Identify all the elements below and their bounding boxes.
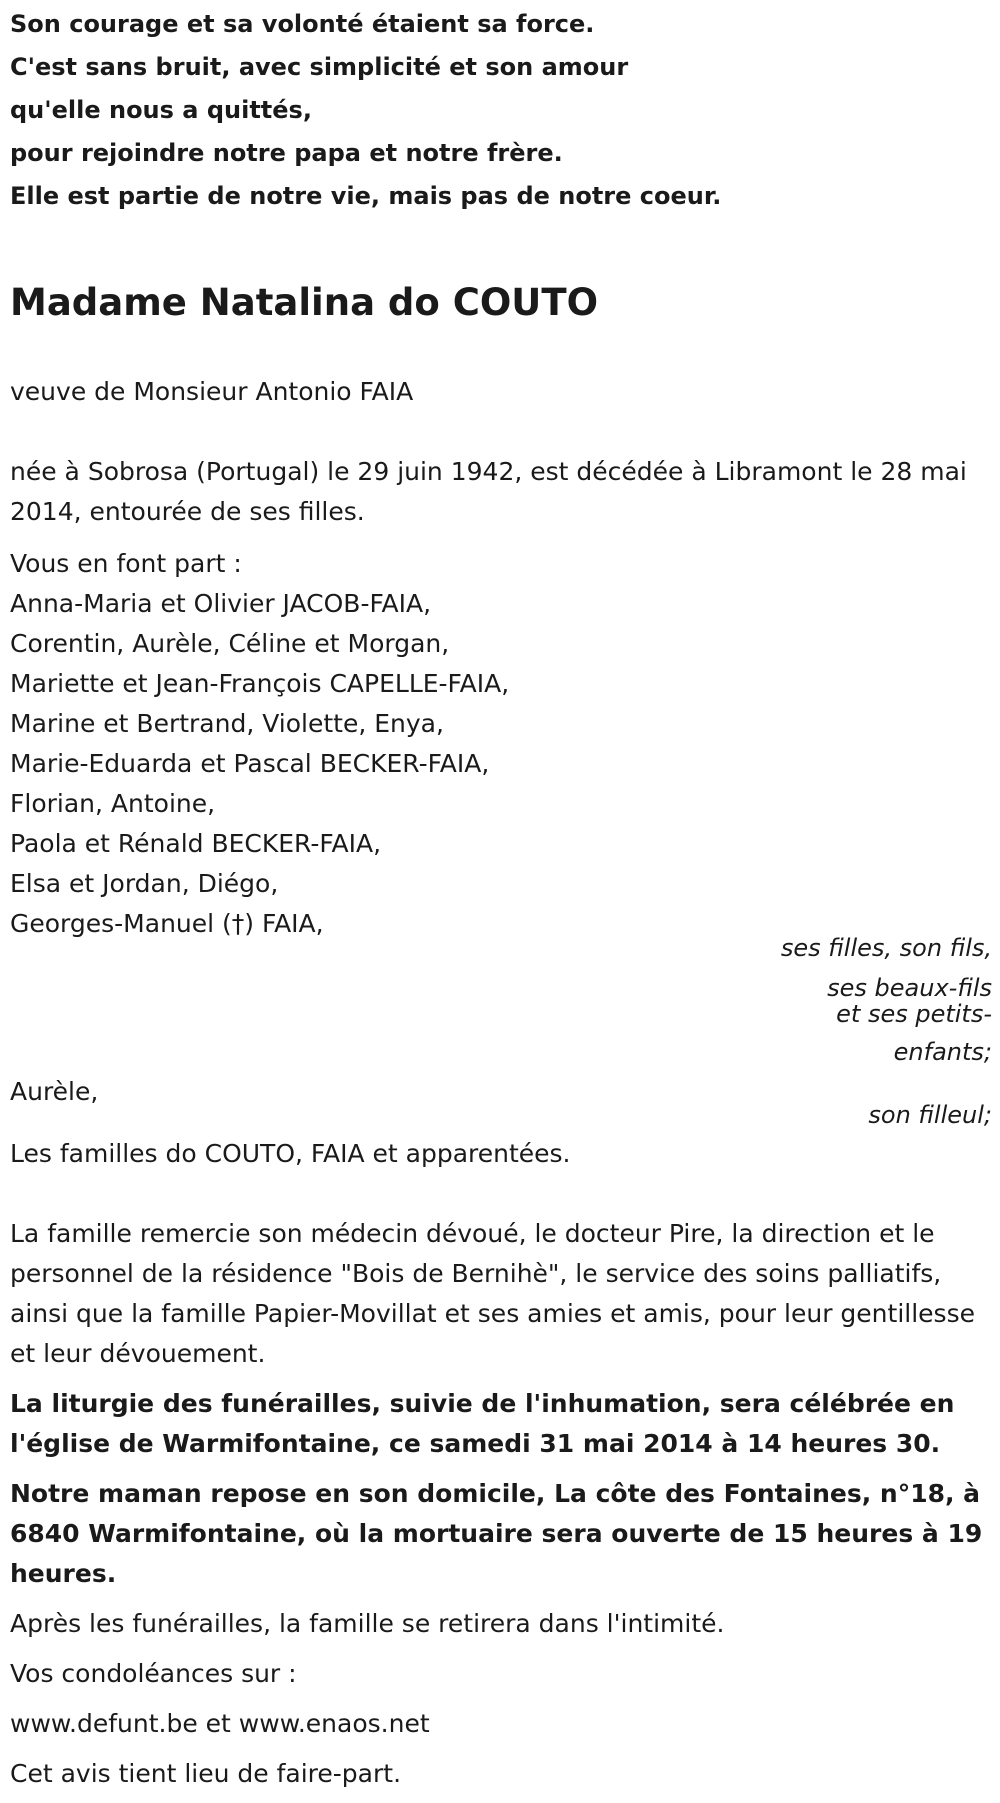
relation-children: ses filles, son fils, [780,934,992,962]
godson-name: Aurèle, [10,1077,99,1106]
birth-death-text: née à Sobrosa (Portugal) le 29 juin 1942, est décédée à Libramont le 28 mai 2014, entourée de ses filles. [10,457,967,526]
relation-in-laws: ses beaux-fils [827,974,992,1002]
rest-paragraph: Notre maman repose en son domicile, La côte des Fontaines, n°18, à 6840 Warmifontaine, où la mortuaire sera ouverte de 15 heures à 19 heures. [10,1479,983,1588]
deceased-name: Madame Natalina do COUTO [10,281,599,324]
families-line: Les familles do COUTO, FAIA et apparentées. [10,1139,571,1168]
verse-line-1: Son courage et sa volonté étaient sa force. [10,10,595,38]
relation-godson: son filleul; [868,1101,992,1129]
family-line: Georges-Manuel (†) FAIA, [10,909,324,938]
announcement-intro: Vous en font part : [10,549,242,578]
verse-line-2: C'est sans bruit, avec simplicité et son amour [10,53,629,81]
family-line: Elsa et Jordan, Diégo, [10,869,279,898]
verse-line-4: pour rejoindre notre papa et notre frère. [10,139,563,167]
after-funeral-line: Après les funérailles, la famille se retirera dans l'intimité. [10,1609,725,1638]
family-line: Corentin, Aurèle, Céline et Morgan, [10,629,450,658]
family-line: Paola et Rénald BECKER-FAIA, [10,829,382,858]
verse-line-3: qu'elle nous a quittés, [10,96,312,124]
family-line: Anna-Maria et Olivier JACOB-FAIA, [10,589,432,618]
condolences-sites: www.defunt.be et www.enaos.net [10,1709,430,1738]
relation-grandchildren: et ses petits- [836,1000,992,1028]
family-line: Florian, Antoine, [10,789,216,818]
thanks-paragraph: La famille remercie son médecin dévoué, le docteur Pire, la direction et le personnel de la résidence "Bois de Bernihè", le service des soins palliatifs, ainsi que la famille Papier-Movillat et ses amies et amis, pour leur gentillesse et leur dévouement. [10,1219,975,1368]
condolences-label: Vos condoléances sur : [10,1659,297,1688]
verse-line-5: Elle est partie de notre vie, mais pas de notre coeur. [10,182,722,210]
liturgy-paragraph: La liturgie des funérailles, suivie de l'inhumation, sera célébrée en l'église de Warmifontaine, ce samedi 31 mai 2014 à 14 heures 30. [10,1389,955,1458]
family-line: Marie-Eduarda et Pascal BECKER-FAIA, [10,749,490,778]
family-line: Mariette et Jean-François CAPELLE-FAIA, [10,669,510,698]
family-line: Marine et Bertrand, Violette, Enya, [10,709,444,738]
closing-line: Cet avis tient lieu de faire-part. [10,1759,402,1788]
relation-grandchildren-cont: enfants; [893,1038,992,1066]
spouse-line: veuve de Monsieur Antonio FAIA [10,377,414,406]
